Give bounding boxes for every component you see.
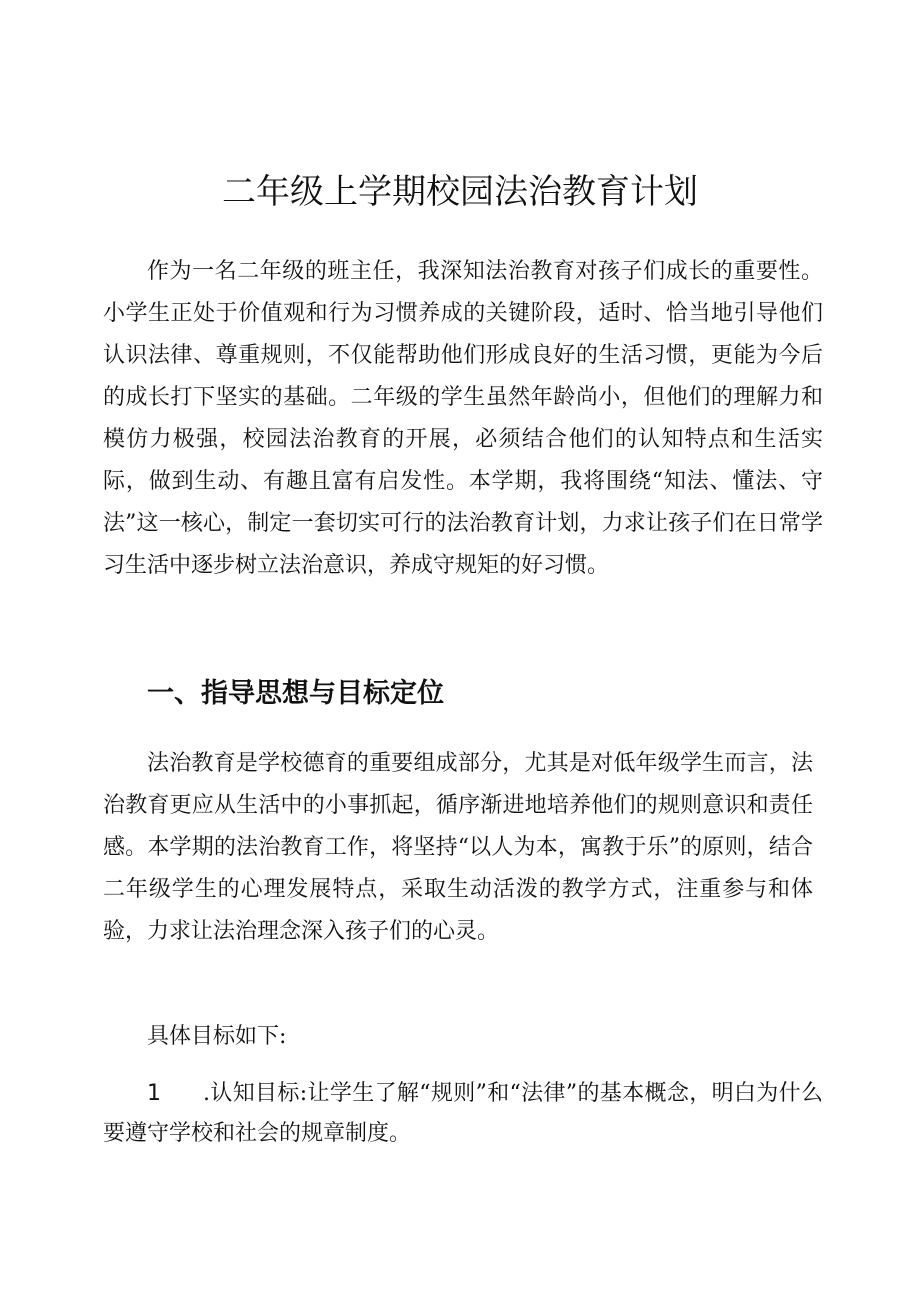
goal-number: 1 bbox=[147, 1081, 161, 1106]
goals-intro: 具体目标如下: bbox=[147, 1024, 287, 1049]
intro-paragraph: 作为一名二年级的班主任，我深知法治教育对孩子们成长的重要性。小学生正处于价值观和行为习惯养成的关键阶段，适时、恰当地引导他们认识法律、尊重规则，不仅能帮助他们形成良好的生活习惯，更能为今后的成长打下坚实的基础。二年级的学生虽然年龄尚小，但他们的理解力和模仿力极强，校园法治教育的开展，必须结合他们的认知特点和生活实际，做到生动、有趣且富有启发性。本学期，我将围绕“知法、懂法、守法”这一核心，制定一套切实可行的法治教育计划，力求让孩子们在日常学习生活中逐步树立法治意识，养成守规矩的好习惯。 bbox=[103, 259, 823, 578]
document-title: 二年级上学期校园法治教育计划 bbox=[222, 172, 698, 212]
section-paragraph: 法治教育是学校德育的重要组成部分，尤其是对低年级学生而言，法治教育更应从生活中的小事抓起，循序渐进地培养他们的规则意识和责任感。本学期的法治教育工作，将坚持“以人为本，寓教于乐”的原则，结合二年级学生的心理发展特点，采取生动活泼的教学方式，注重参与和体验，力求让法治理念深入孩子们的心灵。 bbox=[103, 751, 813, 944]
goal-text: .认知目标:让学生了解“规则”和“法律”的基本概念，明白为什么要遵守学校和社会的规章制度。 bbox=[103, 1081, 823, 1146]
goal-item bbox=[103, 1074, 823, 1154]
section-heading: 一、指导思想与目标定位 bbox=[147, 678, 444, 709]
